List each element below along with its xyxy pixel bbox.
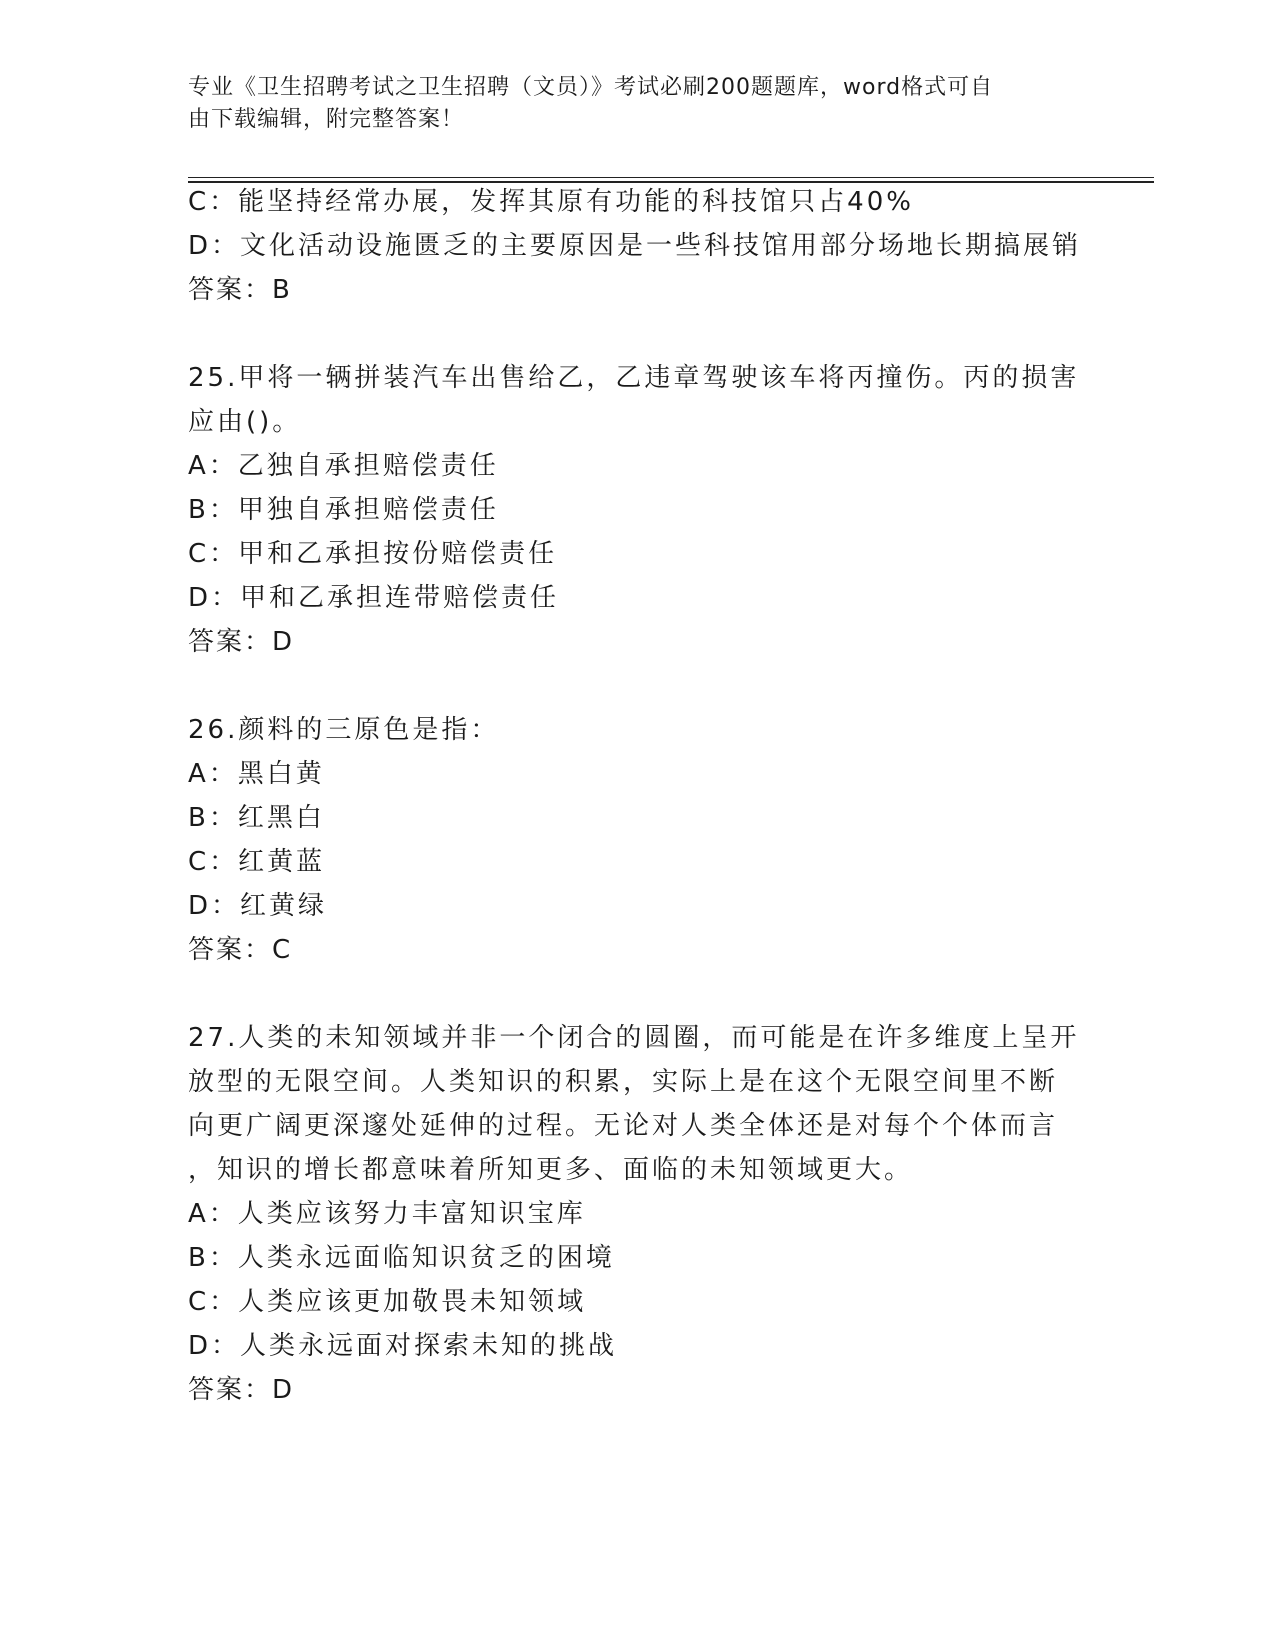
q25-option-d: D：甲和乙承担连带赔偿责任 bbox=[188, 583, 560, 613]
header-rule-thin bbox=[188, 177, 1154, 178]
q26-option-b: B：红黑白 bbox=[188, 803, 325, 833]
q27-stem-line-3: 向更广阔更深邃处延伸的过程。无论对人类全体还是对每个个体而言 bbox=[188, 1111, 1059, 1141]
prev-option-c: C：能坚持经常办展，发挥其原有功能的科技馆只占40% bbox=[188, 187, 914, 217]
q25-answer: 答案：D bbox=[188, 627, 295, 657]
prev-answer: 答案：B bbox=[188, 275, 292, 305]
q26-answer: 答案：C bbox=[188, 935, 293, 965]
q26-option-c: C：红黄蓝 bbox=[188, 847, 326, 877]
document-header bbox=[188, 72, 1088, 136]
q27-stem-line-4: ，知识的增长都意味着所知更多、面临的未知领域更大。 bbox=[188, 1155, 914, 1185]
q27-answer: 答案：D bbox=[188, 1375, 295, 1405]
q27-stem-line-1: 27.人类的未知领域并非一个闭合的圆圈，而可能是在许多维度上呈开 bbox=[188, 1023, 1080, 1053]
q25-option-a: A：乙独自承担赔偿责任 bbox=[188, 451, 499, 481]
q25-stem-line-2: 应由()。 bbox=[188, 407, 302, 437]
q27-stem-line-2: 放型的无限空间。人类知识的积累，实际上是在这个无限空间里不断 bbox=[188, 1067, 1059, 1097]
q25-option-c: C：甲和乙承担按份赔偿责任 bbox=[188, 539, 558, 569]
header-line-2: 由下载编辑，附完整答案！ bbox=[188, 107, 465, 132]
q27-option-a: A：人类应该努力丰富知识宝库 bbox=[188, 1199, 586, 1229]
header-line-1: 专业《卫生招聘考试之卫生招聘（文员）》考试必刷200题题库，word格式可自 bbox=[188, 75, 994, 100]
q27-option-b: B：人类永远面临知识贫乏的困境 bbox=[188, 1243, 615, 1273]
prev-option-d: D：文化活动设施匮乏的主要原因是一些科技馆用部分场地长期搞展销 bbox=[188, 231, 1082, 261]
q27-option-c: C：人类应该更加敬畏未知领域 bbox=[188, 1287, 587, 1317]
q26-option-a: A：黑白黄 bbox=[188, 759, 325, 789]
q25-stem-line-1: 25.甲将一辆拼装汽车出售给乙，乙违章驾驶该车将丙撞伤。丙的损害 bbox=[188, 363, 1080, 393]
header-rule-thick bbox=[188, 181, 1154, 183]
q25-option-b: B：甲独自承担赔偿责任 bbox=[188, 495, 499, 525]
q26-stem: 26.颜料的三原色是指： bbox=[188, 715, 500, 745]
q26-option-d: D：红黄绿 bbox=[188, 891, 328, 921]
q27-option-d: D：人类永远面对探索未知的挑战 bbox=[188, 1331, 618, 1361]
